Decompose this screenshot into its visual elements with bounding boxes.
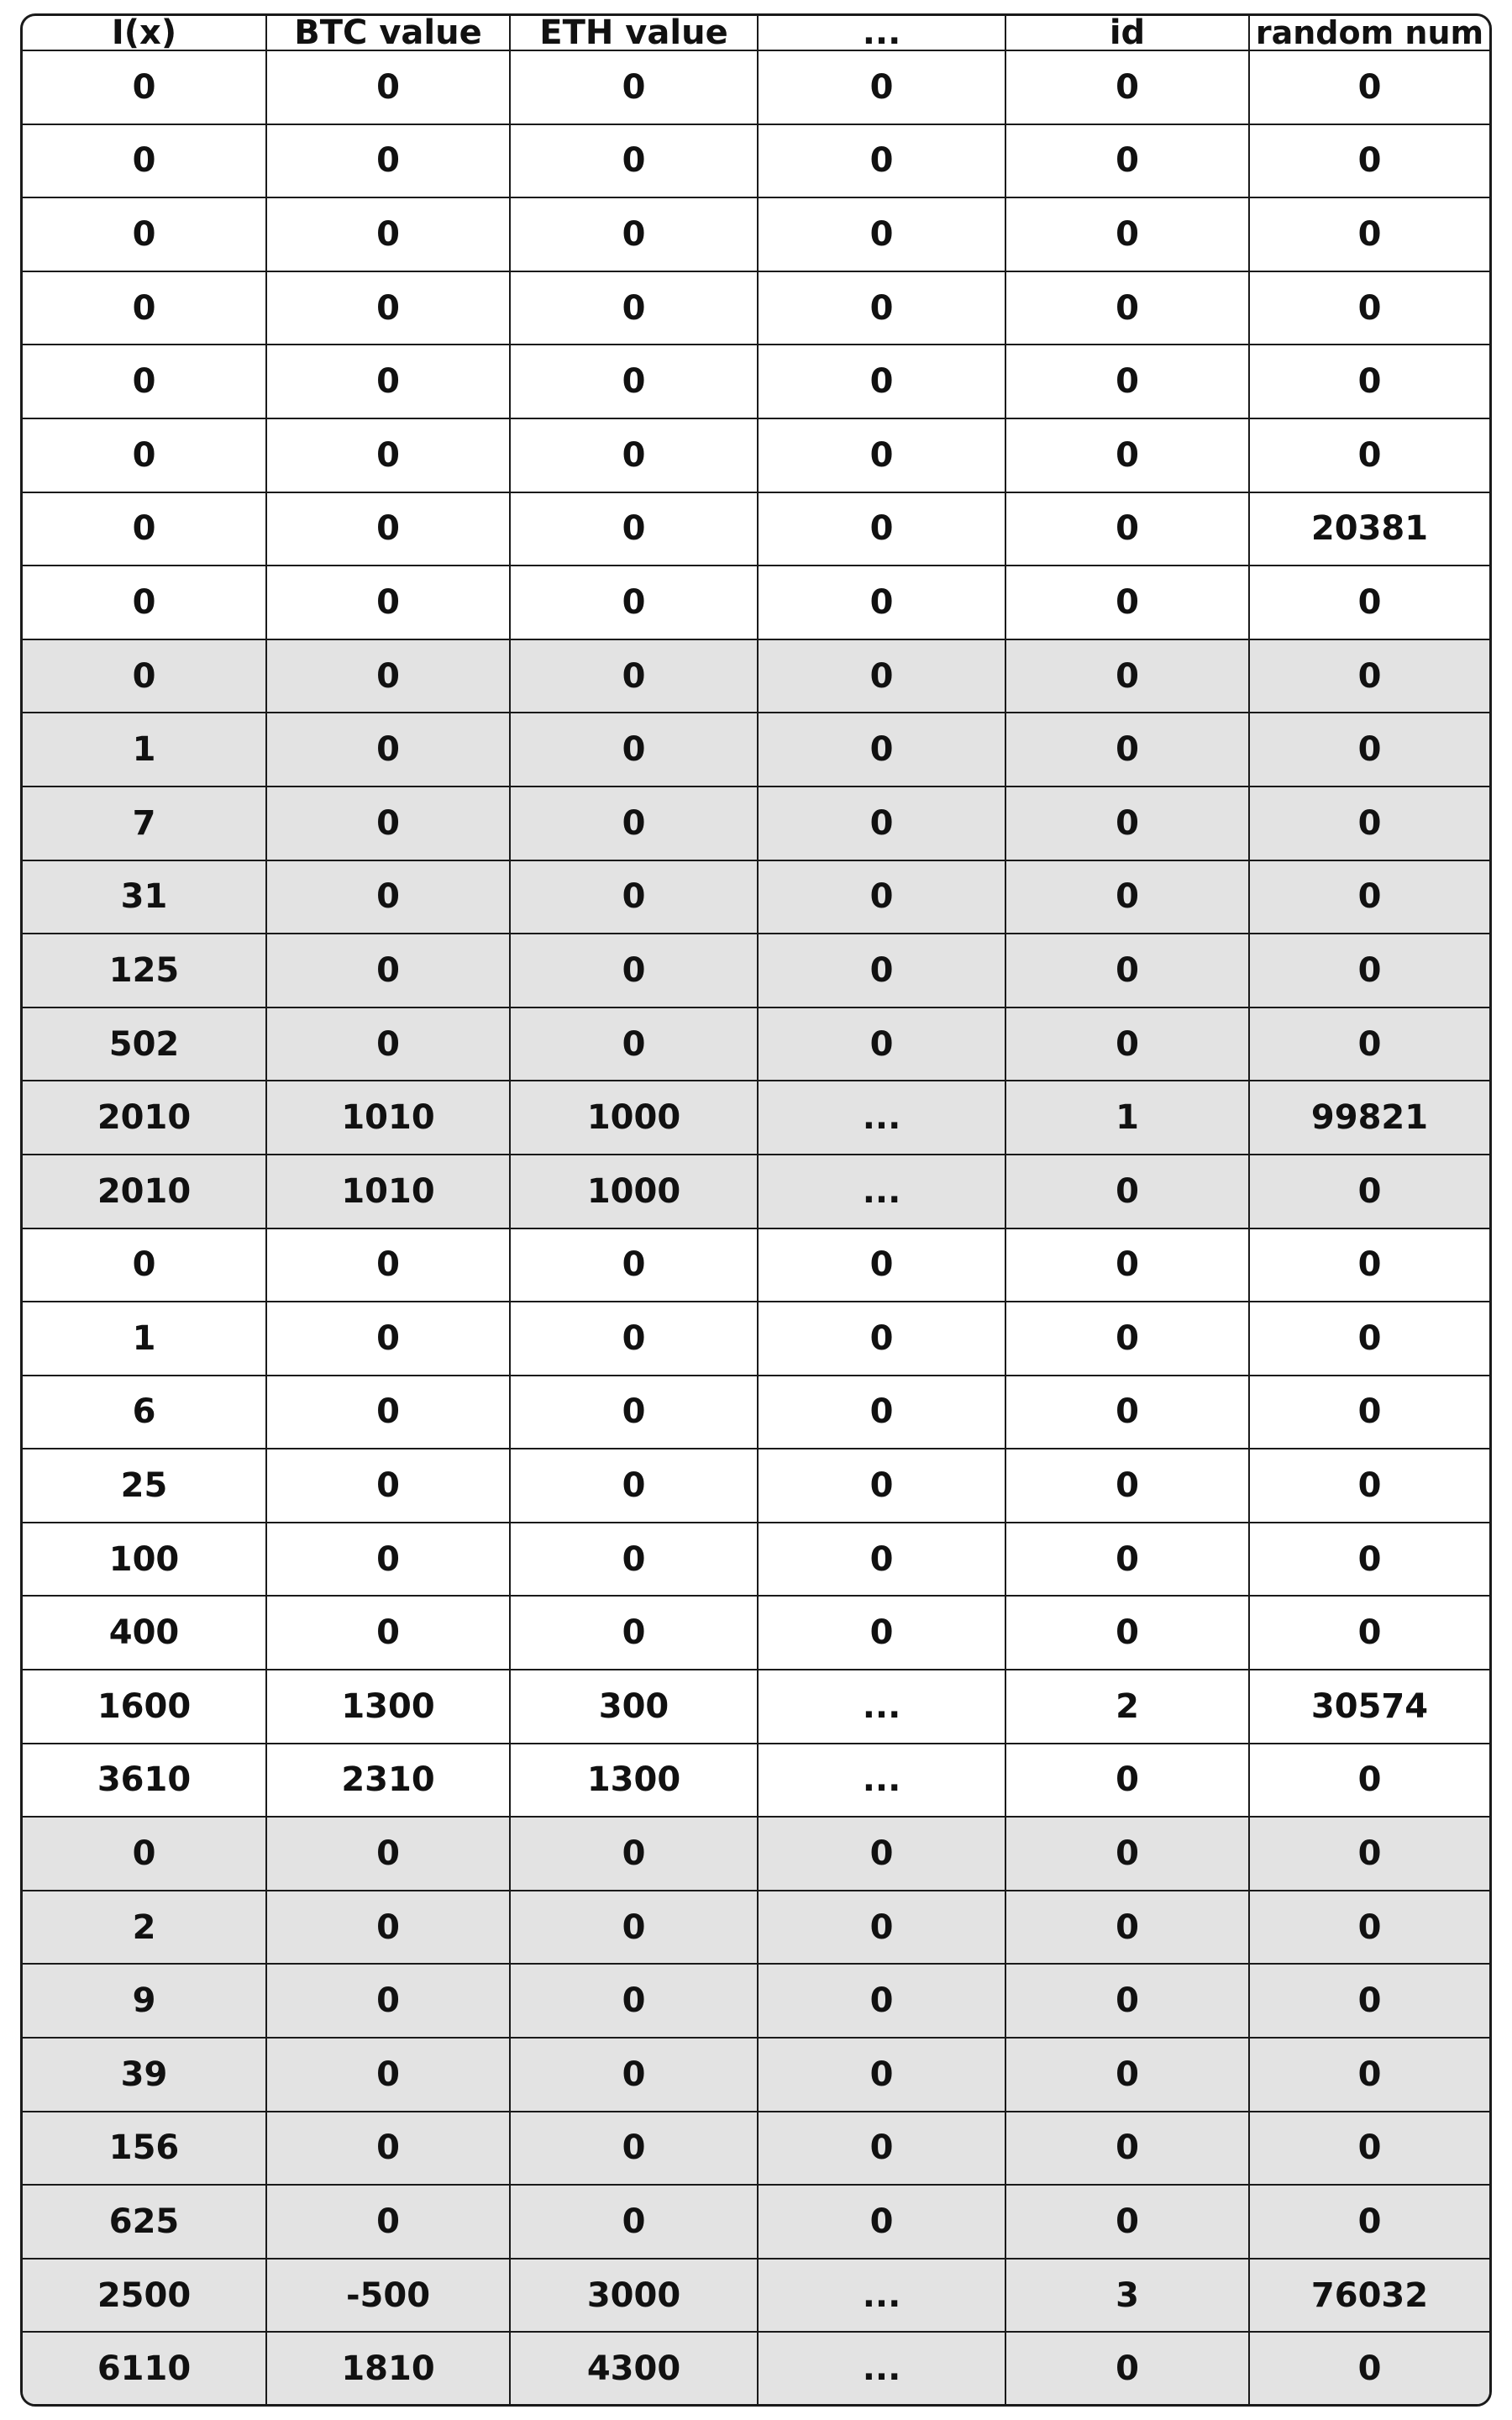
table-row bbox=[23, 418, 1489, 492]
cell-eth-value: 1000 bbox=[510, 1081, 758, 1155]
table-row bbox=[23, 124, 1489, 198]
cell-ix: 31 bbox=[23, 860, 266, 934]
cell-btc-value: 0 bbox=[266, 1228, 510, 1302]
header-random-num: random num bbox=[1249, 16, 1489, 50]
cell-ix: 39 bbox=[23, 2038, 266, 2112]
cell-random-num: 0 bbox=[1249, 418, 1489, 492]
table-row bbox=[23, 1596, 1489, 1670]
cell-eth-value: 0 bbox=[510, 50, 758, 124]
cell-eth-value: 0 bbox=[510, 2112, 758, 2186]
cell-ix: 3610 bbox=[23, 1744, 266, 1818]
cell-random-num: 0 bbox=[1249, 934, 1489, 1007]
cell-id: 0 bbox=[1005, 124, 1249, 198]
cell-ellipsis: 0 bbox=[758, 786, 1005, 860]
table-header bbox=[23, 13, 1489, 52]
cell-eth-value: 0 bbox=[510, 786, 758, 860]
cell-random-num: 0 bbox=[1249, 2038, 1489, 2112]
cell-eth-value: 4300 bbox=[510, 2332, 758, 2404]
header-ellipsis: ... bbox=[758, 16, 1005, 50]
cell-btc-value: 0 bbox=[266, 1817, 510, 1891]
cell-id: 0 bbox=[1005, 2038, 1249, 2112]
cell-id: 0 bbox=[1005, 1596, 1249, 1670]
cell-btc-value: 0 bbox=[266, 1964, 510, 2038]
cell-eth-value: 3000 bbox=[510, 2259, 758, 2333]
table-row bbox=[23, 1007, 1489, 1081]
cell-random-num: 0 bbox=[1249, 1155, 1489, 1228]
cell-eth-value: 0 bbox=[510, 197, 758, 271]
cell-id: 0 bbox=[1005, 1891, 1249, 1965]
cell-id: 0 bbox=[1005, 2332, 1249, 2404]
cell-id: 0 bbox=[1005, 197, 1249, 271]
table-row bbox=[23, 1302, 1489, 1376]
data-table bbox=[23, 13, 1489, 2404]
cell-ellipsis: 0 bbox=[758, 1523, 1005, 1597]
cell-random-num: 20381 bbox=[1249, 492, 1489, 566]
table-row bbox=[23, 2185, 1489, 2259]
cell-id: 1 bbox=[1005, 1081, 1249, 1155]
cell-ix: 0 bbox=[23, 418, 266, 492]
cell-btc-value: 0 bbox=[266, 345, 510, 418]
cell-ellipsis: 0 bbox=[758, 2185, 1005, 2259]
cell-ix: 0 bbox=[23, 566, 266, 639]
table-row bbox=[23, 1523, 1489, 1597]
cell-id: 0 bbox=[1005, 1523, 1249, 1597]
table-row bbox=[23, 566, 1489, 639]
cell-ix: 502 bbox=[23, 1007, 266, 1081]
cell-random-num: 0 bbox=[1249, 713, 1489, 786]
cell-ellipsis: 0 bbox=[758, 1964, 1005, 2038]
cell-id: 3 bbox=[1005, 2259, 1249, 2333]
cell-ix: 0 bbox=[23, 345, 266, 418]
cell-id: 0 bbox=[1005, 713, 1249, 786]
cell-btc-value: 0 bbox=[266, 713, 510, 786]
cell-ix: 0 bbox=[23, 271, 266, 345]
cell-btc-value: 0 bbox=[266, 566, 510, 639]
cell-ellipsis: 0 bbox=[758, 418, 1005, 492]
table-row bbox=[23, 492, 1489, 566]
cell-id: 0 bbox=[1005, 1817, 1249, 1891]
table-frame bbox=[20, 13, 1492, 2407]
cell-id: 0 bbox=[1005, 639, 1249, 713]
cell-btc-value: 0 bbox=[266, 1007, 510, 1081]
cell-eth-value: 0 bbox=[510, 1817, 758, 1891]
cell-ellipsis: 0 bbox=[758, 271, 1005, 345]
cell-eth-value: 0 bbox=[510, 1523, 758, 1597]
cell-ix: 0 bbox=[23, 197, 266, 271]
cell-ix: 9 bbox=[23, 1964, 266, 2038]
cell-eth-value: 0 bbox=[510, 1302, 758, 1376]
cell-id: 0 bbox=[1005, 271, 1249, 345]
cell-btc-value: 1810 bbox=[266, 2332, 510, 2404]
cell-ellipsis: 0 bbox=[758, 1596, 1005, 1670]
cell-ellipsis: 0 bbox=[758, 713, 1005, 786]
header-btc-value: BTC value bbox=[266, 16, 510, 50]
cell-eth-value: 0 bbox=[510, 2038, 758, 2112]
table-row bbox=[23, 639, 1489, 713]
cell-btc-value: 2310 bbox=[266, 1744, 510, 1818]
table-row bbox=[23, 1964, 1489, 2038]
table-row bbox=[23, 1228, 1489, 1302]
table-row bbox=[23, 2332, 1489, 2404]
cell-eth-value: 0 bbox=[510, 345, 758, 418]
cell-random-num: 0 bbox=[1249, 2185, 1489, 2259]
cell-btc-value: 1010 bbox=[266, 1155, 510, 1228]
cell-btc-value: 0 bbox=[266, 1449, 510, 1523]
cell-id: 0 bbox=[1005, 2112, 1249, 2186]
cell-ellipsis: 0 bbox=[758, 50, 1005, 124]
cell-ellipsis: 0 bbox=[758, 639, 1005, 713]
cell-random-num: 0 bbox=[1249, 1744, 1489, 1818]
cell-random-num: 99821 bbox=[1249, 1081, 1489, 1155]
cell-btc-value: 0 bbox=[266, 197, 510, 271]
cell-random-num: 0 bbox=[1249, 197, 1489, 271]
cell-btc-value: 1300 bbox=[266, 1670, 510, 1744]
cell-random-num: 0 bbox=[1249, 345, 1489, 418]
cell-eth-value: 0 bbox=[510, 639, 758, 713]
table-row bbox=[23, 786, 1489, 860]
cell-btc-value: 0 bbox=[266, 2112, 510, 2186]
table-row bbox=[23, 2112, 1489, 2186]
cell-id: 0 bbox=[1005, 2185, 1249, 2259]
cell-ellipsis: ... bbox=[758, 1155, 1005, 1228]
cell-eth-value: 0 bbox=[510, 860, 758, 934]
cell-btc-value: 0 bbox=[266, 1302, 510, 1376]
cell-id: 0 bbox=[1005, 1155, 1249, 1228]
cell-random-num: 0 bbox=[1249, 50, 1489, 124]
cell-ix: 6110 bbox=[23, 2332, 266, 2404]
cell-id: 0 bbox=[1005, 492, 1249, 566]
cell-id: 0 bbox=[1005, 418, 1249, 492]
cell-ix: 0 bbox=[23, 1228, 266, 1302]
cell-ix: 1 bbox=[23, 713, 266, 786]
cell-random-num: 0 bbox=[1249, 1964, 1489, 2038]
cell-btc-value: 0 bbox=[266, 124, 510, 198]
cell-random-num: 30574 bbox=[1249, 1670, 1489, 1744]
cell-ellipsis: 0 bbox=[758, 1007, 1005, 1081]
cell-ellipsis: 0 bbox=[758, 2038, 1005, 2112]
table-row bbox=[23, 1449, 1489, 1523]
cell-btc-value: 0 bbox=[266, 860, 510, 934]
cell-ix: 0 bbox=[23, 1817, 266, 1891]
cell-ellipsis: ... bbox=[758, 1081, 1005, 1155]
cell-ellipsis: ... bbox=[758, 2259, 1005, 2333]
cell-ellipsis: 0 bbox=[758, 934, 1005, 1007]
cell-eth-value: 1000 bbox=[510, 1155, 758, 1228]
cell-random-num: 0 bbox=[1249, 1449, 1489, 1523]
cell-eth-value: 0 bbox=[510, 418, 758, 492]
table-row bbox=[23, 345, 1489, 418]
cell-btc-value: 1010 bbox=[266, 1081, 510, 1155]
cell-ix: 0 bbox=[23, 50, 266, 124]
cell-ix: 2010 bbox=[23, 1155, 266, 1228]
cell-ix: 2500 bbox=[23, 2259, 266, 2333]
cell-id: 0 bbox=[1005, 1376, 1249, 1449]
table-row bbox=[23, 50, 1489, 124]
table-row bbox=[23, 2038, 1489, 2112]
table-row bbox=[23, 1744, 1489, 1818]
cell-ellipsis: 0 bbox=[758, 1302, 1005, 1376]
cell-eth-value: 0 bbox=[510, 1376, 758, 1449]
cell-ix: 0 bbox=[23, 492, 266, 566]
cell-id: 0 bbox=[1005, 1744, 1249, 1818]
table-row bbox=[23, 1376, 1489, 1449]
cell-btc-value: 0 bbox=[266, 1523, 510, 1597]
cell-id: 0 bbox=[1005, 50, 1249, 124]
header-row bbox=[23, 16, 1489, 50]
cell-id: 0 bbox=[1005, 934, 1249, 1007]
cell-random-num: 0 bbox=[1249, 1817, 1489, 1891]
cell-id: 0 bbox=[1005, 1964, 1249, 2038]
cell-ellipsis: 0 bbox=[758, 1449, 1005, 1523]
cell-btc-value: 0 bbox=[266, 50, 510, 124]
cell-ellipsis: 0 bbox=[758, 860, 1005, 934]
cell-id: 0 bbox=[1005, 566, 1249, 639]
table-row bbox=[23, 934, 1489, 1007]
cell-random-num: 0 bbox=[1249, 1891, 1489, 1965]
cell-eth-value: 0 bbox=[510, 1228, 758, 1302]
cell-random-num: 0 bbox=[1249, 1523, 1489, 1597]
cell-random-num: 0 bbox=[1249, 1376, 1489, 1449]
cell-btc-value: 0 bbox=[266, 1596, 510, 1670]
cell-eth-value: 0 bbox=[510, 566, 758, 639]
cell-btc-value: 0 bbox=[266, 2038, 510, 2112]
cell-eth-value: 0 bbox=[510, 1891, 758, 1965]
cell-ellipsis: 0 bbox=[758, 2112, 1005, 2186]
cell-ix: 625 bbox=[23, 2185, 266, 2259]
cell-ellipsis: ... bbox=[758, 1670, 1005, 1744]
cell-eth-value: 1300 bbox=[510, 1744, 758, 1818]
cell-random-num: 0 bbox=[1249, 566, 1489, 639]
cell-eth-value: 300 bbox=[510, 1670, 758, 1744]
table-row bbox=[23, 2259, 1489, 2333]
cell-id: 0 bbox=[1005, 786, 1249, 860]
cell-eth-value: 0 bbox=[510, 934, 758, 1007]
cell-id: 0 bbox=[1005, 345, 1249, 418]
cell-ix: 1600 bbox=[23, 1670, 266, 1744]
cell-ix: 125 bbox=[23, 934, 266, 1007]
cell-ix: 7 bbox=[23, 786, 266, 860]
table-row bbox=[23, 860, 1489, 934]
cell-eth-value: 0 bbox=[510, 1449, 758, 1523]
cell-ellipsis: 0 bbox=[758, 345, 1005, 418]
cell-random-num: 0 bbox=[1249, 786, 1489, 860]
table-row bbox=[23, 713, 1489, 786]
cell-ix: 156 bbox=[23, 2112, 266, 2186]
table-body bbox=[23, 50, 1489, 2404]
cell-random-num: 0 bbox=[1249, 1228, 1489, 1302]
cell-random-num: 0 bbox=[1249, 639, 1489, 713]
header-eth-value: ETH value bbox=[510, 16, 758, 50]
cell-ellipsis: 0 bbox=[758, 124, 1005, 198]
cell-random-num: 0 bbox=[1249, 124, 1489, 198]
cell-eth-value: 0 bbox=[510, 124, 758, 198]
cell-ellipsis: 0 bbox=[758, 1228, 1005, 1302]
cell-id: 0 bbox=[1005, 1449, 1249, 1523]
cell-id: 0 bbox=[1005, 1228, 1249, 1302]
cell-random-num: 0 bbox=[1249, 1302, 1489, 1376]
cell-eth-value: 0 bbox=[510, 2185, 758, 2259]
cell-btc-value: -500 bbox=[266, 2259, 510, 2333]
cell-btc-value: 0 bbox=[266, 271, 510, 345]
cell-btc-value: 0 bbox=[266, 1376, 510, 1449]
cell-ellipsis: 0 bbox=[758, 1817, 1005, 1891]
cell-ix: 400 bbox=[23, 1596, 266, 1670]
cell-ix: 1 bbox=[23, 1302, 266, 1376]
cell-eth-value: 0 bbox=[510, 1964, 758, 2038]
table-row bbox=[23, 271, 1489, 345]
cell-btc-value: 0 bbox=[266, 639, 510, 713]
cell-random-num: 0 bbox=[1249, 860, 1489, 934]
header-id: id bbox=[1005, 16, 1249, 50]
cell-ellipsis: ... bbox=[758, 1744, 1005, 1818]
cell-ix: 100 bbox=[23, 1523, 266, 1597]
cell-btc-value: 0 bbox=[266, 786, 510, 860]
table-row bbox=[23, 197, 1489, 271]
cell-id: 2 bbox=[1005, 1670, 1249, 1744]
cell-eth-value: 0 bbox=[510, 1007, 758, 1081]
cell-btc-value: 0 bbox=[266, 1891, 510, 1965]
cell-random-num: 76032 bbox=[1249, 2259, 1489, 2333]
cell-random-num: 0 bbox=[1249, 271, 1489, 345]
cell-eth-value: 0 bbox=[510, 271, 758, 345]
cell-id: 0 bbox=[1005, 860, 1249, 934]
cell-ellipsis: 0 bbox=[758, 1891, 1005, 1965]
cell-btc-value: 0 bbox=[266, 2185, 510, 2259]
table-row bbox=[23, 1670, 1489, 1744]
cell-ix: 0 bbox=[23, 124, 266, 198]
cell-eth-value: 0 bbox=[510, 492, 758, 566]
cell-ellipsis: ... bbox=[758, 2332, 1005, 2404]
cell-btc-value: 0 bbox=[266, 492, 510, 566]
table-row bbox=[23, 1891, 1489, 1965]
cell-btc-value: 0 bbox=[266, 934, 510, 1007]
cell-btc-value: 0 bbox=[266, 418, 510, 492]
cell-random-num: 0 bbox=[1249, 2112, 1489, 2186]
cell-random-num: 0 bbox=[1249, 2332, 1489, 2404]
cell-ellipsis: 0 bbox=[758, 197, 1005, 271]
table-row bbox=[23, 1081, 1489, 1155]
cell-ix: 6 bbox=[23, 1376, 266, 1449]
cell-id: 0 bbox=[1005, 1007, 1249, 1081]
cell-ix: 2010 bbox=[23, 1081, 266, 1155]
cell-random-num: 0 bbox=[1249, 1596, 1489, 1670]
cell-ellipsis: 0 bbox=[758, 492, 1005, 566]
table-row bbox=[23, 1817, 1489, 1891]
cell-ix: 2 bbox=[23, 1891, 266, 1965]
cell-random-num: 0 bbox=[1249, 1007, 1489, 1081]
cell-ix: 0 bbox=[23, 639, 266, 713]
cell-eth-value: 0 bbox=[510, 1596, 758, 1670]
cell-eth-value: 0 bbox=[510, 713, 758, 786]
cell-id: 0 bbox=[1005, 1302, 1249, 1376]
table-row bbox=[23, 1155, 1489, 1228]
cell-ellipsis: 0 bbox=[758, 566, 1005, 639]
header-ix: I(x) bbox=[23, 16, 266, 50]
cell-ellipsis: 0 bbox=[758, 1376, 1005, 1449]
cell-ix: 25 bbox=[23, 1449, 266, 1523]
